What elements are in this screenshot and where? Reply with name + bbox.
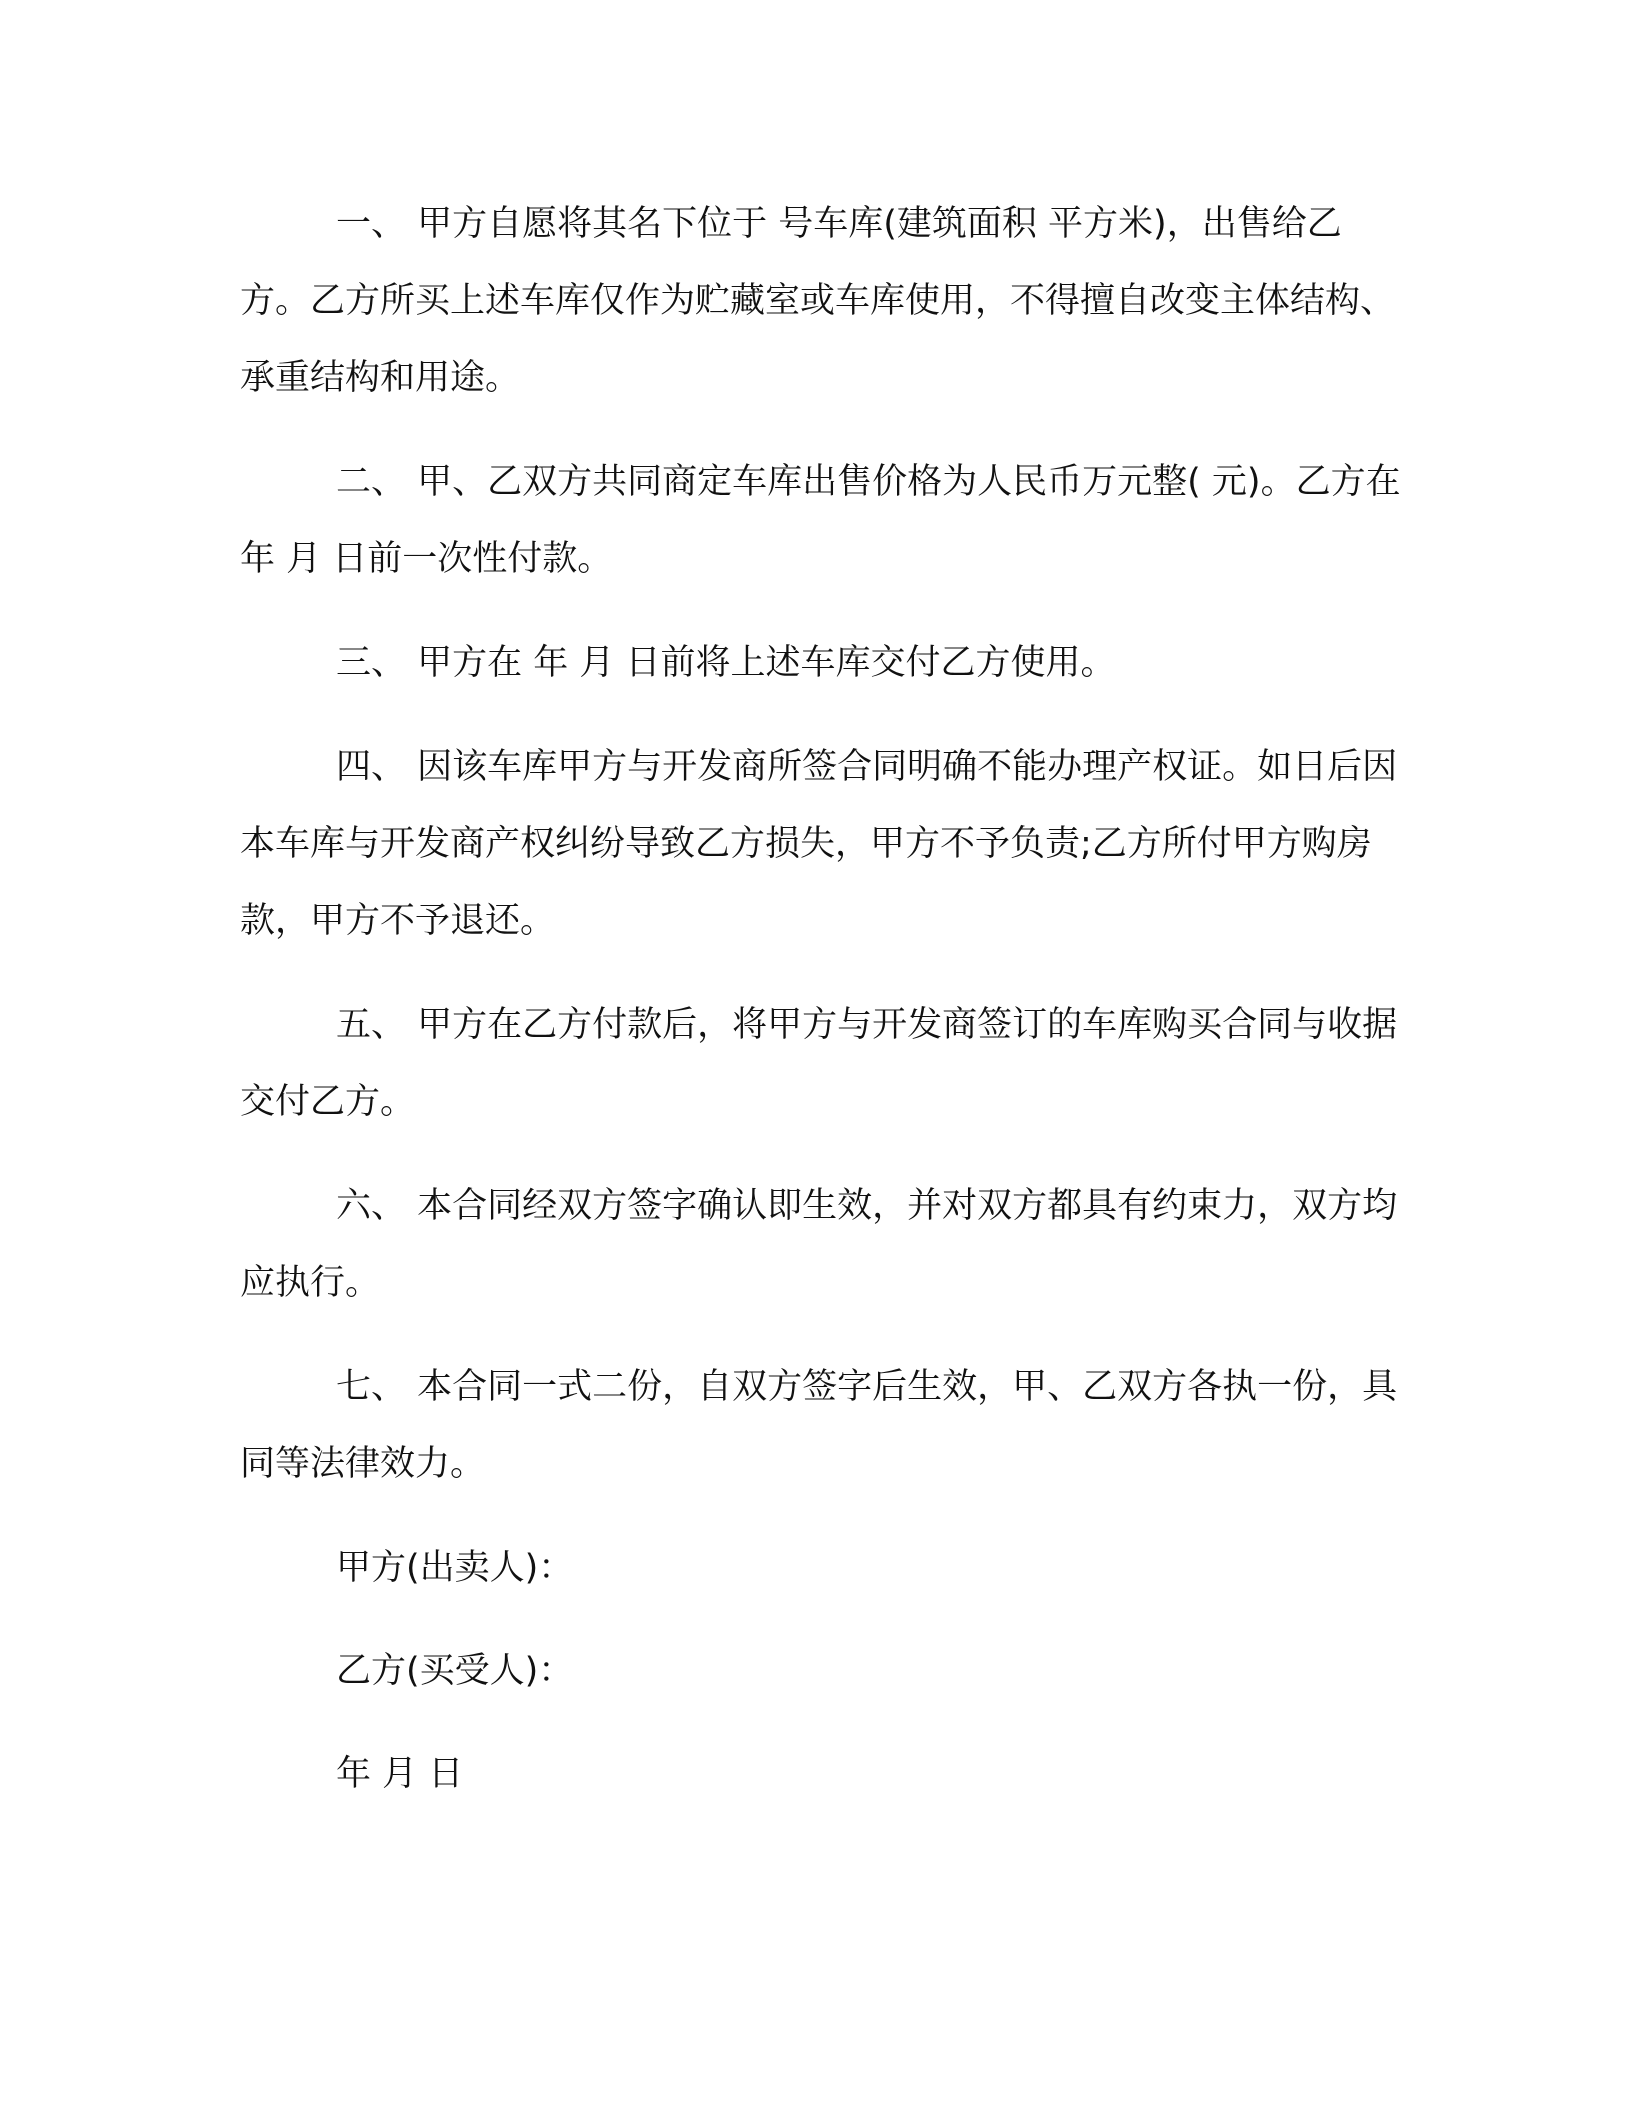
- party-b-signature-line: 乙方(买受人)：: [336, 1651, 574, 1691]
- clause-2: 二、 甲、乙双方共同商定车库出售价格为人民币万元整( 元)。乙方在年 月 日前一次性付款。: [240, 462, 1401, 579]
- clause-7: 七、 本合同一式二份，自双方签字后生效，甲、乙双方各执一份，具同等法律效力。: [240, 1367, 1398, 1484]
- clause-6: 六、 本合同经双方签字确认即生效，并对双方都具有约束力，双方均应执行。: [240, 1186, 1398, 1303]
- clause-4: 四、 因该车库甲方与开发商所签合同明确不能办理产权证。如日后因本车库与开发商产权纠纷导致乙方损失，甲方不予负责;乙方所付甲方购房款，甲方不予退还。: [240, 747, 1398, 941]
- contract-body: [240, 186, 1410, 1839]
- party-a-signature-line: 甲方(出卖人)：: [336, 1548, 574, 1588]
- clause-5: 五、 甲方在乙方付款后，将甲方与开发商签订的车库购买合同与收据交付乙方。: [240, 1005, 1398, 1122]
- clause-3: 三、 甲方在 年 月 日前将上述车库交付乙方使用。: [336, 643, 1116, 683]
- clause-1: 一、 甲方自愿将其名下位于 号车库(建筑面积 平方米)，出售给乙方。乙方所买上述车库仅作为贮藏室或车库使用，不得擅自改变主体结构、承重结构和用途。: [240, 204, 1396, 398]
- signature-date: 年 月 日: [336, 1754, 464, 1794]
